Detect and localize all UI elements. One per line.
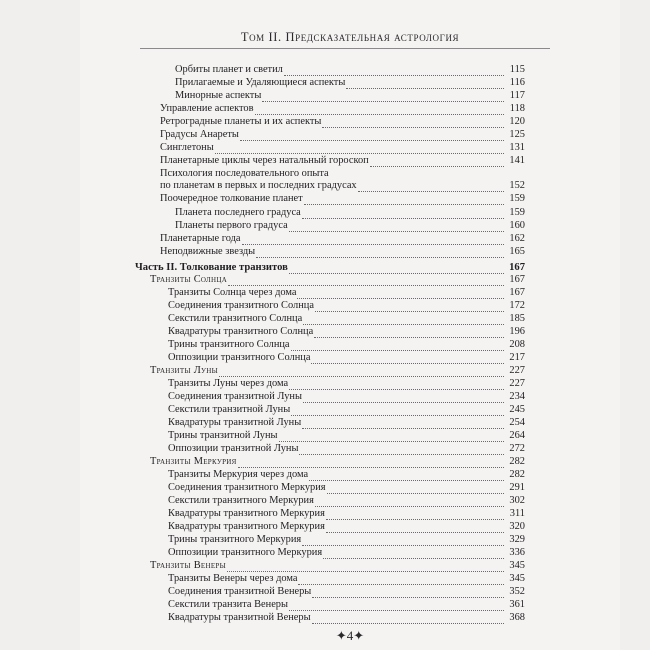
toc-page-number: 345 (509, 573, 525, 584)
toc-page-number: 311 (509, 508, 525, 519)
toc-entry: по планетам в первых и последних градусах 152 (160, 180, 525, 191)
toc-page-number: 165 (509, 246, 525, 257)
running-header: Том II. Предсказательная астрология (240, 30, 460, 44)
toc-page-number: 345 (509, 560, 525, 571)
toc-page-number: 167 (509, 274, 525, 285)
toc-entry: Прилагаемые и Удаляющиеся аспекты 116 (175, 77, 525, 88)
toc-page-number: 159 (509, 193, 525, 204)
toc-entry: Оппозиции транзитного Меркурия 336 (168, 547, 525, 558)
book-page (80, 0, 620, 650)
toc-entry: Транзиты Меркурия через дома 282 (168, 469, 525, 480)
header-rule (140, 48, 550, 49)
toc-entry: Соединения транзитной Венеры 352 (168, 586, 525, 597)
toc-entry: Квадратуры транзитного Меркурия 311 (168, 508, 525, 519)
toc-section: Транзиты Луны 227 (150, 365, 525, 376)
toc-entry: Градусы Анареты 125 (160, 129, 525, 140)
toc-page-number: 368 (509, 612, 525, 623)
toc-page-number: 361 (509, 599, 525, 610)
toc-section: Транзиты Солнца 167 (150, 274, 525, 285)
toc-entry: Транзиты Луны через дома 227 (168, 378, 525, 389)
toc-page-number: 227 (509, 365, 525, 376)
toc-section: Транзиты Меркурия 282 (150, 456, 525, 467)
toc-page-number: 320 (509, 521, 525, 532)
toc-page-number: 160 (509, 220, 525, 231)
toc-entry: Ретроградные планеты и их аспекты 120 (160, 116, 525, 127)
toc-page-number: 167 (509, 287, 525, 298)
toc-page-number: 336 (509, 547, 525, 558)
page-number-footer: ✦4✦ (335, 628, 365, 643)
toc-entry: Управление аспектов 118 (160, 103, 525, 114)
toc-page-number: 141 (509, 155, 525, 166)
toc-page-number: 264 (509, 430, 525, 441)
toc-page-number: 272 (509, 443, 525, 454)
toc-entry: Соединения транзитной Луны 234 (168, 391, 525, 402)
toc-page-number: 282 (509, 469, 525, 480)
toc-entry: Квадратуры транзитной Венеры 368 (168, 612, 525, 623)
toc-page-number: 234 (509, 391, 525, 402)
toc-entry: Оппозиции транзитного Солнца 217 (168, 352, 525, 363)
toc-page-number: 162 (509, 233, 525, 244)
toc-entry: Квадратуры транзитного Солнца 196 (168, 326, 525, 337)
toc-page-number: 152 (509, 180, 525, 191)
toc-page-number: 227 (509, 378, 525, 389)
toc-page-number: 302 (509, 495, 525, 506)
toc-page-number: 117 (509, 90, 525, 101)
toc-page-number: 329 (509, 534, 525, 545)
toc-entry: Планета последнего градуса 159 (175, 207, 525, 218)
toc-entry: Соединения транзитного Солнца 172 (168, 300, 525, 311)
toc-page-number: 159 (509, 207, 525, 218)
toc-entry: Секстили транзита Венеры 361 (168, 599, 525, 610)
toc-entry: Синглетоны 131 (160, 142, 525, 153)
toc-page-number: 115 (509, 64, 525, 75)
toc-page-number: 291 (509, 482, 525, 493)
toc-entry: Секстили транзитного Солнца 185 (168, 313, 525, 324)
toc-entry: Транзиты Солнца через дома 167 (168, 287, 525, 298)
toc-entry: Квадратуры транзитной Луны 254 (168, 417, 525, 428)
toc-entry: Планетарные циклы через натальный гороскоп 141 (160, 155, 525, 166)
toc-page-number: 282 (509, 456, 525, 467)
toc-entry: Соединения транзитного Меркурия 291 (168, 482, 525, 493)
toc-page-number: 167 (509, 262, 525, 273)
toc-page-number: 185 (509, 313, 525, 324)
toc-entry: Секстили транзитного Меркурия 302 (168, 495, 525, 506)
toc-page-number: 254 (509, 417, 525, 428)
toc-entry: Неподвижные звезды 165 (160, 246, 525, 257)
toc-entry: Оппозиции транзитной Луны 272 (168, 443, 525, 454)
toc-entry: Квадратуры транзитного Меркурия 320 (168, 521, 525, 532)
toc-entry-line1: Психология последовательного опыта (160, 168, 329, 179)
toc-section: Транзиты Венеры 345 (150, 560, 525, 571)
toc-entry: Минорные аспекты 117 (175, 90, 525, 101)
toc-entry: Трины транзитного Солнца 208 (168, 339, 525, 350)
toc-page-number: 120 (509, 116, 525, 127)
toc-entry: Секстили транзитной Луны 245 (168, 404, 525, 415)
toc-page-number: 217 (509, 352, 525, 363)
toc-page-number: 208 (509, 339, 525, 350)
toc-page-number: 118 (509, 103, 525, 114)
toc-entry: Трины транзитной Луны 264 (168, 430, 525, 441)
toc-page-number: 131 (509, 142, 525, 153)
toc-entry: Орбиты планет и светил 115 (175, 64, 525, 75)
toc-entry: Планетарные года 162 (160, 233, 525, 244)
toc-entry: Трины транзитного Меркурия 329 (168, 534, 525, 545)
toc-page-number: 172 (509, 300, 525, 311)
toc-page-number: 352 (509, 586, 525, 597)
toc-page-number: 196 (509, 326, 525, 337)
toc-page-number: 125 (509, 129, 525, 140)
toc-entry: Планеты первого градуса 160 (175, 220, 525, 231)
toc-entry: Поочередное толкование планет 159 (160, 193, 525, 204)
toc-entry: Транзиты Венеры через дома 345 (168, 573, 525, 584)
toc-page-number: 245 (509, 404, 525, 415)
toc-part-heading: Часть II. Толкование транзитов 167 (135, 262, 525, 273)
toc-page-number: 116 (509, 77, 525, 88)
